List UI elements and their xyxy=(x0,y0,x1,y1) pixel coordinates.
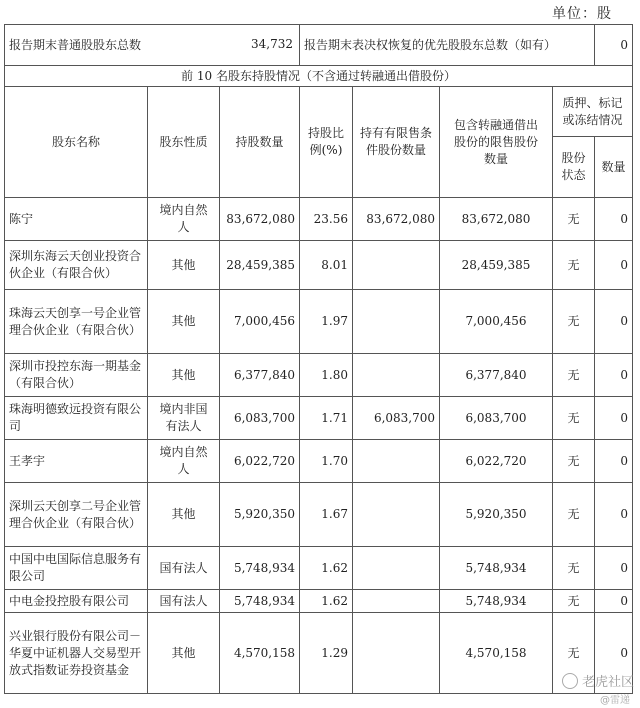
table-row xyxy=(5,354,633,397)
restricted-shares xyxy=(353,590,440,613)
pledge-quantity: 0 xyxy=(595,241,633,290)
restricted-shares xyxy=(353,613,440,694)
restricted-shares xyxy=(353,354,440,397)
holding-ratio: 8.01 xyxy=(300,241,353,290)
restricted-shares xyxy=(353,547,440,590)
pledge-quantity: 0 xyxy=(595,290,633,354)
lent-restricted-shares: 6,022,720 xyxy=(440,440,553,483)
shareholder-rows xyxy=(5,198,633,694)
shareholder-nature: 其他 xyxy=(148,483,220,547)
shares-held: 6,083,700 xyxy=(220,397,300,440)
watermark-handle: @雷递 xyxy=(600,695,630,706)
table-row xyxy=(5,613,633,694)
lent-restricted-shares: 28,459,385 xyxy=(440,241,553,290)
shareholder-name: 深圳云天创享二号企业管理合伙企业（有限合伙） xyxy=(5,483,148,547)
header-pledge-qty: 数量 xyxy=(595,137,633,198)
header-restricted: 持有有限售条件股份数量 xyxy=(353,87,440,198)
pledge-status: 无 xyxy=(553,241,595,290)
table-row xyxy=(5,590,633,613)
lent-restricted-shares: 6,377,840 xyxy=(440,354,553,397)
shareholder-nature: 境内自然人 xyxy=(148,198,220,241)
lent-restricted-shares: 5,748,934 xyxy=(440,590,553,613)
tiger-logo-icon xyxy=(562,673,578,689)
shareholder-name: 珠海明德致远投资有限公司 xyxy=(5,397,148,440)
shareholder-nature: 其他 xyxy=(148,613,220,694)
table-row xyxy=(5,483,633,547)
pledge-quantity: 0 xyxy=(595,440,633,483)
shareholder-name: 王孝宇 xyxy=(5,440,148,483)
shares-held: 4,570,158 xyxy=(220,613,300,694)
shareholder-name: 中电金投控股有限公司 xyxy=(5,590,148,613)
table-row xyxy=(5,198,633,241)
section-title-row xyxy=(5,66,633,87)
pledge-status: 无 xyxy=(553,613,595,694)
header-pledge-group: 质押、标记或冻结情况 xyxy=(553,87,633,137)
pledge-status: 无 xyxy=(553,198,595,241)
pledge-status: 无 xyxy=(553,290,595,354)
shareholder-nature: 境内自然人 xyxy=(148,440,220,483)
watermark-brand: 老虎社区 xyxy=(581,675,634,690)
holding-ratio: 1.67 xyxy=(300,483,353,547)
pledge-quantity: 0 xyxy=(595,590,633,613)
pledge-status: 无 xyxy=(553,397,595,440)
holding-ratio: 23.56 xyxy=(300,198,353,241)
pledge-quantity: 0 xyxy=(595,483,633,547)
shares-held: 83,672,080 xyxy=(220,198,300,241)
shares-held: 7,000,456 xyxy=(220,290,300,354)
section-title: 前 10 名股东持股情况（不含通过转融通出借股份） xyxy=(5,66,633,87)
table-row xyxy=(5,290,633,354)
header-pledge-status: 股份状态 xyxy=(553,137,595,198)
header-nature: 股东性质 xyxy=(148,87,220,198)
unit-label: 单位：股 xyxy=(552,6,612,22)
shareholder-name: 中国中电国际信息服务有限公司 xyxy=(5,547,148,590)
header-lent: 包含转融通借出股份的限售股份数量 xyxy=(440,87,553,198)
shareholder-nature: 国有法人 xyxy=(148,590,220,613)
shareholder-nature: 国有法人 xyxy=(148,547,220,590)
pledge-quantity: 0 xyxy=(595,354,633,397)
shareholder-nature: 其他 xyxy=(148,290,220,354)
holding-ratio: 1.71 xyxy=(300,397,353,440)
table-row xyxy=(5,397,633,440)
holding-ratio: 1.29 xyxy=(300,613,353,694)
common-shareholders-label: 报告期末普通股股东总数 xyxy=(9,37,142,52)
restricted-shares xyxy=(353,440,440,483)
header-name: 股东名称 xyxy=(5,87,148,198)
shares-held: 5,920,350 xyxy=(220,483,300,547)
shareholder-name: 兴业银行股份有限公司－华夏中证机器人交易型开放式指数证券投资基金 xyxy=(5,613,148,694)
lent-restricted-shares: 7,000,456 xyxy=(440,290,553,354)
pledge-status: 无 xyxy=(553,440,595,483)
common-shareholders-cell xyxy=(5,25,300,66)
preferred-shareholders-value: 0 xyxy=(595,25,633,66)
shareholder-nature: 境内非国有法人 xyxy=(148,397,220,440)
header-row-1 xyxy=(5,87,633,137)
table-row xyxy=(5,547,633,590)
restricted-shares xyxy=(353,241,440,290)
pledge-quantity: 0 xyxy=(595,547,633,590)
restricted-shares: 6,083,700 xyxy=(353,397,440,440)
shareholder-nature: 其他 xyxy=(148,241,220,290)
lent-restricted-shares: 5,920,350 xyxy=(440,483,553,547)
holding-ratio: 1.62 xyxy=(300,547,353,590)
pledge-status: 无 xyxy=(553,354,595,397)
lent-restricted-shares: 5,748,934 xyxy=(440,547,553,590)
shareholder-name: 深圳东海云天创业投资合伙企业（有限合伙） xyxy=(5,241,148,290)
pledge-status: 无 xyxy=(553,547,595,590)
table-row xyxy=(5,241,633,290)
pledge-status: 无 xyxy=(553,590,595,613)
pledge-quantity: 0 xyxy=(595,397,633,440)
shareholder-table xyxy=(4,24,633,694)
holding-ratio: 1.80 xyxy=(300,354,353,397)
header-ratio: 持股比例(%) xyxy=(300,87,353,198)
restricted-shares xyxy=(353,483,440,547)
restricted-shares: 83,672,080 xyxy=(353,198,440,241)
lent-restricted-shares: 6,083,700 xyxy=(440,397,553,440)
watermark xyxy=(562,671,634,690)
shares-held: 28,459,385 xyxy=(220,241,300,290)
shareholder-name: 陈宁 xyxy=(5,198,148,241)
shares-held: 6,377,840 xyxy=(220,354,300,397)
header-shares: 持股数量 xyxy=(220,87,300,198)
shareholder-name: 深圳市投控东海一期基金（有限合伙） xyxy=(5,354,148,397)
preferred-shareholders-label: 报告期末表决权恢复的优先股股东总数（如有） xyxy=(300,25,595,66)
shares-held: 5,748,934 xyxy=(220,590,300,613)
shareholder-nature: 其他 xyxy=(148,354,220,397)
holding-ratio: 1.62 xyxy=(300,590,353,613)
pledge-quantity: 0 xyxy=(595,613,633,694)
table-row xyxy=(5,440,633,483)
pledge-status: 无 xyxy=(553,483,595,547)
common-shareholders-value: 34,732 xyxy=(251,37,294,51)
holding-ratio: 1.70 xyxy=(300,440,353,483)
shares-held: 6,022,720 xyxy=(220,440,300,483)
summary-row xyxy=(5,25,633,66)
holding-ratio: 1.97 xyxy=(300,290,353,354)
lent-restricted-shares: 83,672,080 xyxy=(440,198,553,241)
shares-held: 5,748,934 xyxy=(220,547,300,590)
restricted-shares xyxy=(353,290,440,354)
shareholder-name: 珠海云天创享一号企业管理合伙企业（有限合伙） xyxy=(5,290,148,354)
pledge-quantity: 0 xyxy=(595,198,633,241)
lent-restricted-shares: 4,570,158 xyxy=(440,613,553,694)
